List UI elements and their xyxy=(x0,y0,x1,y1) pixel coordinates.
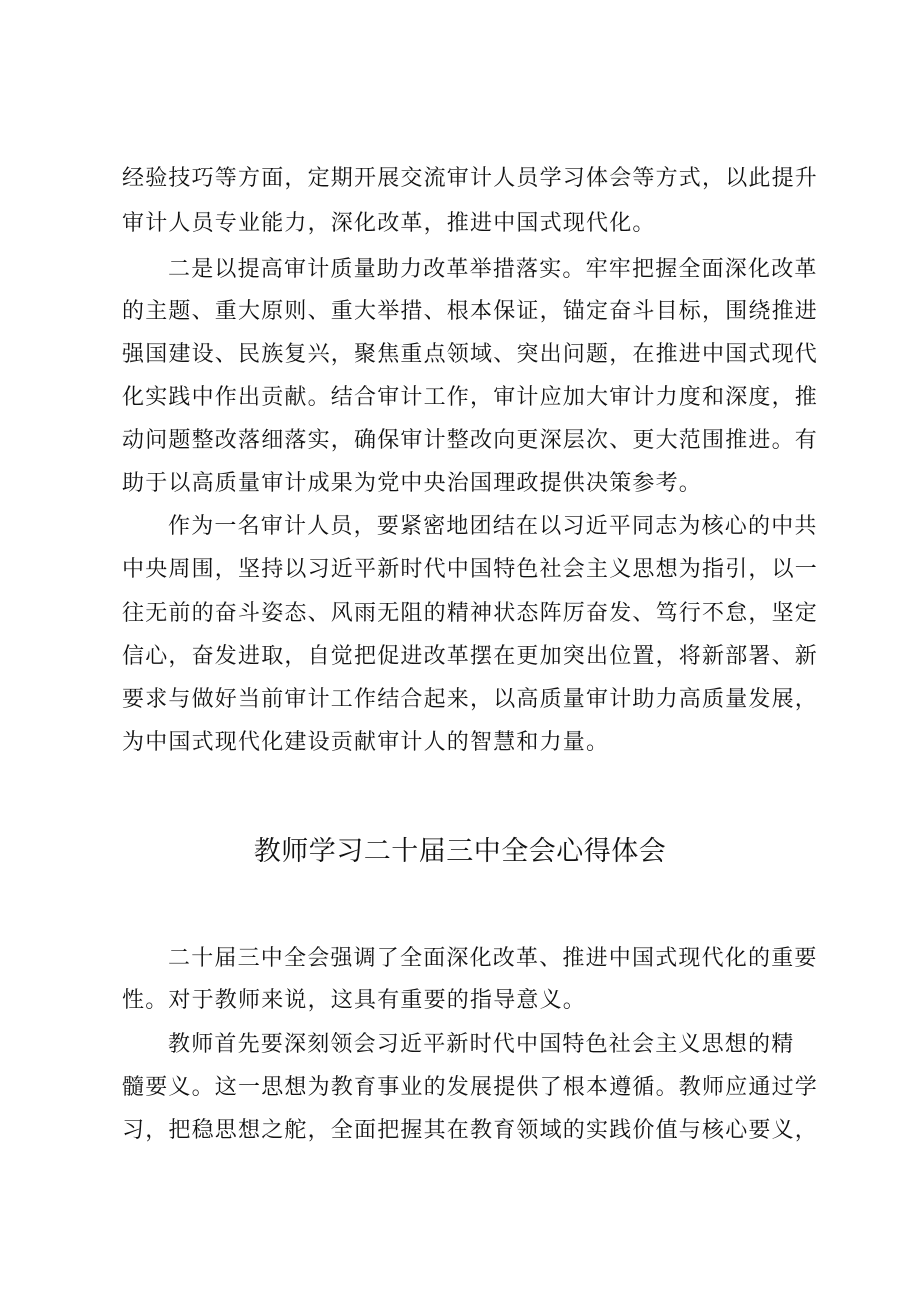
text-line: 要求与做好当前审计工作结合起来，以高质量审计助力高质量发展， xyxy=(122,687,819,712)
text-line: 性。对于教师来说，这具有重要的指导意义。 xyxy=(122,988,587,1013)
paragraph-start: 二十届三中全会强调了全面深化改革、推进中国式现代化的重要 xyxy=(168,946,818,971)
paragraph-start: 作为一名审计人员，要紧密地团结在以习近平同志为核心的中共 xyxy=(168,514,818,539)
text-line: 审计人员专业能力，深化改革，推进中国式现代化。 xyxy=(122,211,656,236)
text-line: 中央周围，坚持以习近平新时代中国特色社会主义思想为指引，以一 xyxy=(122,557,819,582)
text-line: 化实践中作出贡献。结合审计工作，审计应加大审计力度和深度，推 xyxy=(122,385,819,410)
text-line: 为中国式现代化建设贡献审计人的智慧和力量。 xyxy=(122,730,610,755)
text-line: 髓要义。这一思想为教育事业的发展提供了根本遵循。教师应通过学 xyxy=(122,1075,819,1100)
paragraph-start: 教师首先要深刻领会习近平新时代中国特色社会主义思想的精 xyxy=(168,1032,795,1057)
section-title: 教师学习二十届三中全会心得体会 xyxy=(253,836,667,867)
paragraph-start: 二是以提高审计质量助力改革举措落实。牢牢把握全面深化改革 xyxy=(168,257,818,282)
text-line: 习，把稳思想之舵，全面把握其在教育领域的实践价值与核心要义， xyxy=(122,1118,819,1143)
text-line: 的主题、重大原则、重大举措、根本保证，锚定奋斗目标，围绕推进 xyxy=(122,299,819,324)
text-line: 经验技巧等方面，定期开展交流审计人员学习体会等方式，以此提升 xyxy=(122,166,819,191)
text-line: 助于以高质量审计成果为党中央治国理政提供决策参考。 xyxy=(122,471,703,496)
text-line: 往无前的奋斗姿态、风雨无阻的精神状态阵厉奋发、笃行不怠，坚定 xyxy=(122,601,819,626)
text-line: 强国建设、民族复兴，聚焦重点领域、突出问题，在推进中国式现代 xyxy=(122,342,819,367)
text-line: 动问题整改落细落实，确保审计整改向更深层次、更大范围推进。有 xyxy=(122,428,819,453)
text-line: 信心，奋发进取，自觉把促进改革摆在更加突出位置，将新部署、新 xyxy=(122,644,819,669)
